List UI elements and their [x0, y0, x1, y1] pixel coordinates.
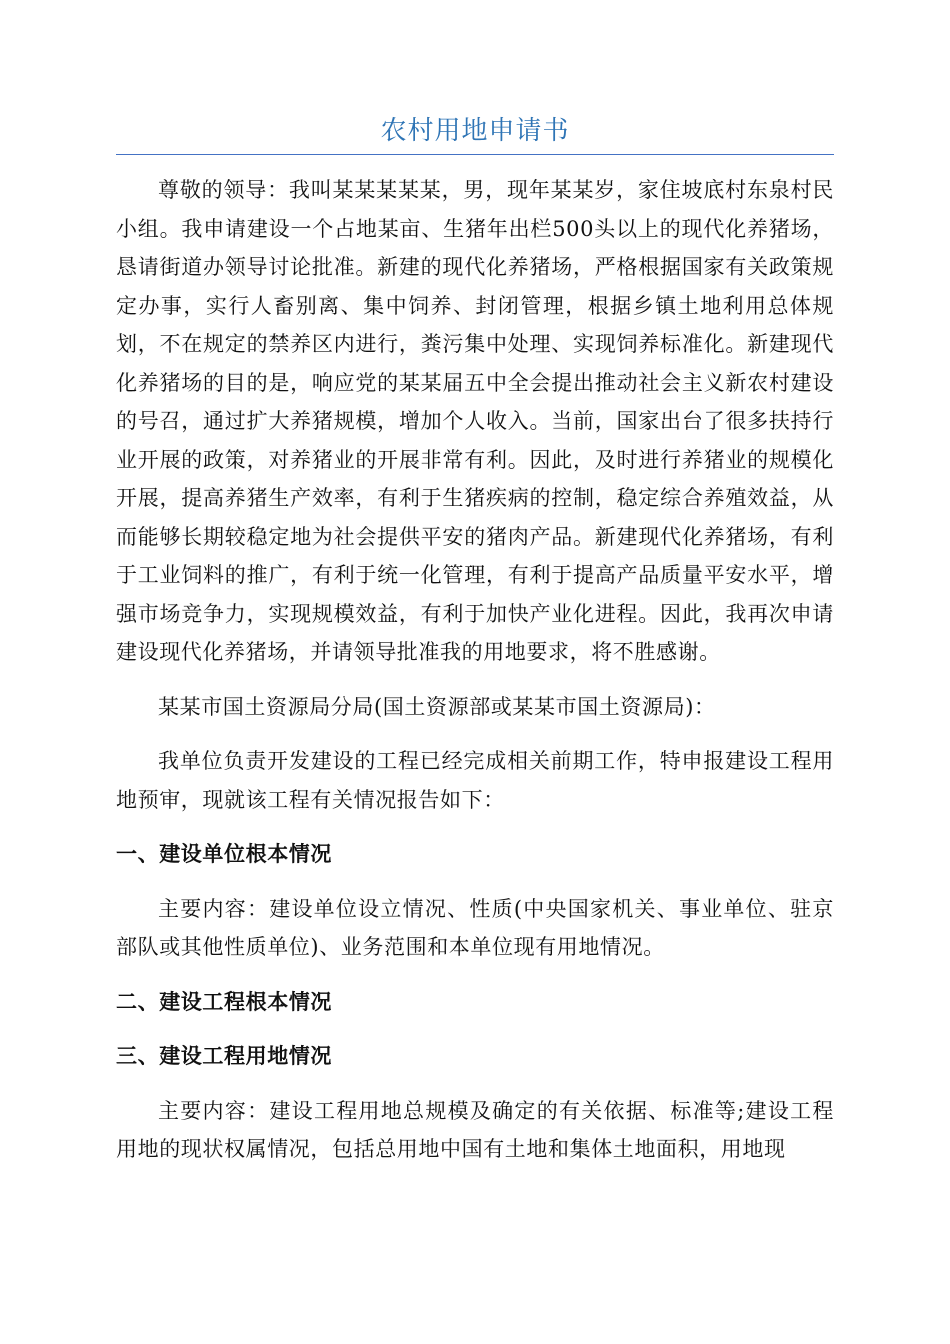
paragraph-unit-info-content: 主要内容：建设单位设立情况、性质(中央国家机关、事业单位、驻京部队或其他性质单位)、业务范围和本单位现有用地情况。	[116, 896, 834, 959]
paragraph-land-use-content: 主要内容：建设工程用地总规模及确定的有关依据、标准等;建设工程用地的现状权属情况，包括总用地中国有土地和集体土地面积，用地现	[116, 1098, 834, 1161]
document-page	[116, 112, 834, 1169]
section-heading-project-info: 二、建设工程根本情况	[116, 989, 332, 1014]
section-heading-unit-info: 一、建设单位根本情况	[116, 842, 332, 866]
document-body	[116, 171, 834, 1169]
paragraph-addressee: 某某市国土资源局分局(国土资源部或某某市国土资源局)：	[158, 694, 716, 719]
document-title: 农村用地申请书	[116, 112, 834, 155]
paragraph-application-letter: 尊敬的领导：我叫某某某某某，男，现年某某岁，家住坡底村东泉村民小组。我申请建设一个占地某亩、生猪年出栏500头以上的现代化养猪场，恳请街道办领导讨论批准。新建的现代化养猪场，严格根据国家有关政策规定办事，实行人畜别离、集中饲养、封闭管理，根据乡镇土地利用总体规划，不在规定的禁养区内进行，粪污集中处理、实现饲养标准化。新建现代化养猪场的目的是，响应党的某某届五中全会提出推动社会主义新农村建设的号召，通过扩大养猪规模，增加个人收入。当前，国家出台了很多扶持行业开展的政策，对养猪业的开展非常有利。因此，及时进行养猪业的规模化开展，提高养猪生产效率，有利于生猪疾病的控制，稳定综合养殖效益，从而能够长期较稳定地为社会提供平安的猪肉产品。新建现代化养猪场，有利于工业饲料的推广，有利于统一化管理，有利于提高产品质量平安水平，增强市场竞争力，实现规模效益，有利于加快产业化进程。因此，我再次申请建设现代化养猪场，并请领导批准我的用地要求，将不胜感谢。	[116, 178, 834, 664]
paragraph-report-intro: 我单位负责开发建设的工程已经完成相关前期工作，特申报建设工程用地预审，现就该工程有关情况报告如下：	[116, 749, 834, 812]
section-heading-land-use: 三、建设工程用地情况	[116, 1044, 332, 1068]
